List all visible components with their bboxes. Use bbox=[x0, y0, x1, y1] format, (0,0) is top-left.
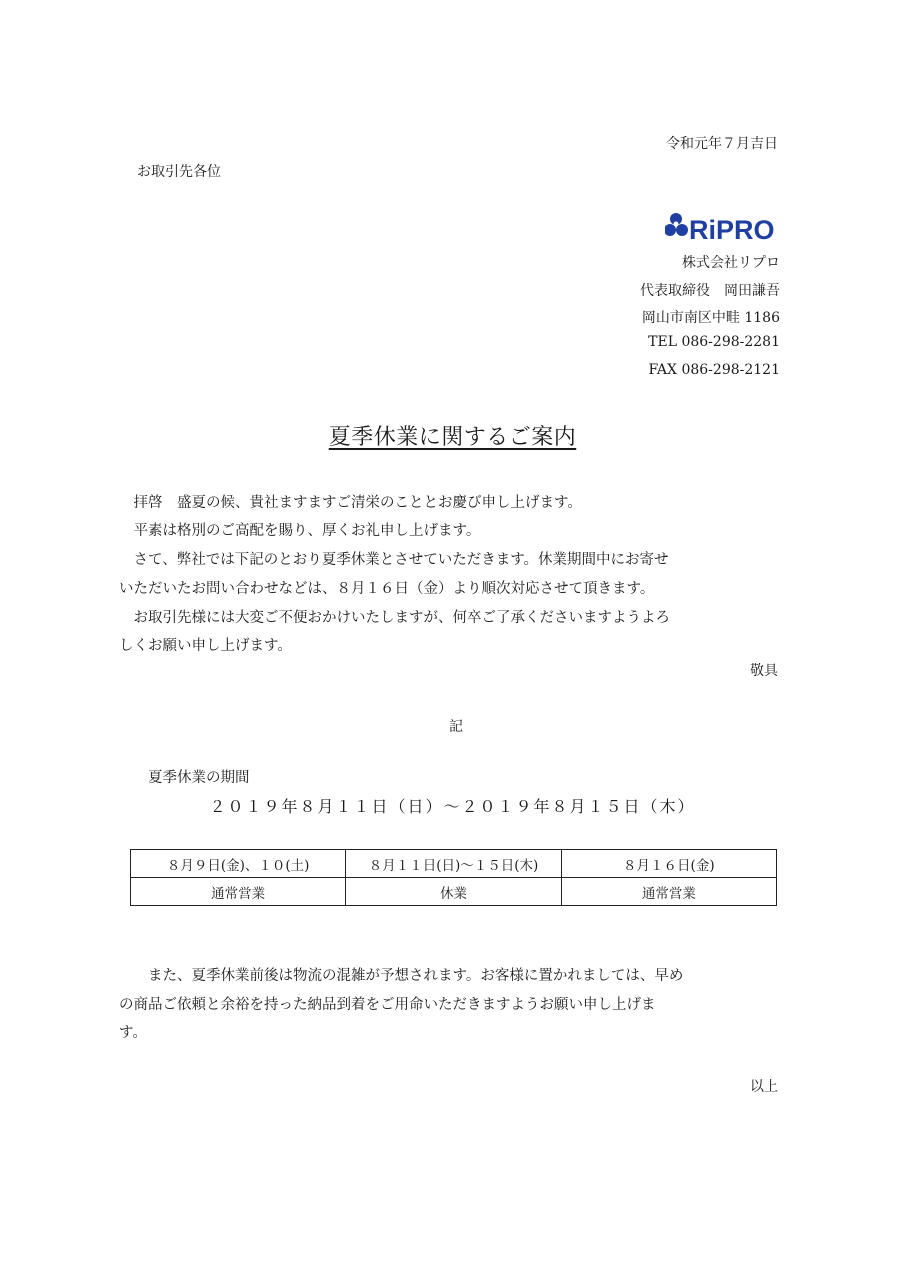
body-line: 拝啓 盛夏の候、貴社ますますご清栄のこととお慶び申し上げます。 bbox=[119, 495, 582, 511]
svg-text:RiPRO: RiPRO bbox=[689, 215, 775, 245]
schedule-status-row bbox=[131, 878, 777, 906]
schedule-date-cell: ８月９日(金)、１０(土) bbox=[131, 850, 346, 878]
period-label: 夏季休業の期間 bbox=[148, 770, 250, 786]
ripro-logo-icon bbox=[665, 210, 790, 246]
representative: 代表取締役 岡田謙吾 bbox=[640, 283, 780, 299]
note-line: の商品ご依頼と余裕を持った納品到着をご用命いただきますようお願い申し上げま bbox=[119, 997, 656, 1013]
body-line: しくお願い申し上げます。 bbox=[119, 638, 292, 654]
fax: FAX 086-298-2121 bbox=[648, 362, 780, 378]
ki-heading: 記 bbox=[449, 719, 463, 735]
schedule-status-cell: 通常営業 bbox=[561, 878, 776, 906]
document-title bbox=[0, 420, 905, 451]
telephone: TEL 086-298-2281 bbox=[648, 334, 780, 350]
body-line: お取引先様には大変ご不便おかけいたしますが、何卒ご了承くださいますようよろ bbox=[119, 610, 670, 626]
schedule-status-cell: 通常営業 bbox=[131, 878, 346, 906]
body-line: いただいたお問い合わせなどは、８月１６日（金）より順次対応させて頂きます。 bbox=[119, 581, 655, 597]
company-logo bbox=[665, 209, 790, 247]
schedule-date-cell: ８月１１日(日)～１５日(木) bbox=[346, 850, 561, 878]
recipient: お取引先各位 bbox=[137, 164, 221, 180]
document-date: 令和元年７月吉日 bbox=[666, 136, 778, 152]
body-line: さて、弊社では下記のとおり夏季休業とさせていただきます。休業期間中にお寄せ bbox=[119, 552, 669, 568]
schedule-header-row bbox=[131, 850, 777, 878]
note-line: す。 bbox=[119, 1025, 147, 1041]
address: 岡山市南区中畦 1186 bbox=[641, 310, 780, 326]
schedule-status-cell: 休業 bbox=[346, 878, 561, 906]
schedule-table bbox=[130, 849, 777, 906]
company-name: 株式会社リプロ bbox=[682, 255, 780, 271]
period-range: ２０１９年８月１１日（日）～２０１９年８月１５日（木） bbox=[209, 797, 696, 816]
note-line: また、夏季休業前後は物流の混雑が予想されます。お客様に置かれましては、早め bbox=[148, 968, 684, 984]
schedule-date-cell: ８月１６日(金) bbox=[561, 850, 776, 878]
closing-ijo: 以上 bbox=[750, 1079, 778, 1095]
body-line: 平素は格別のご高配を賜り、厚くお礼申し上げます。 bbox=[119, 523, 481, 539]
closing-keigu: 敬具 bbox=[750, 663, 778, 679]
document-title-text: 夏季休業に関するご案内 bbox=[328, 425, 577, 450]
